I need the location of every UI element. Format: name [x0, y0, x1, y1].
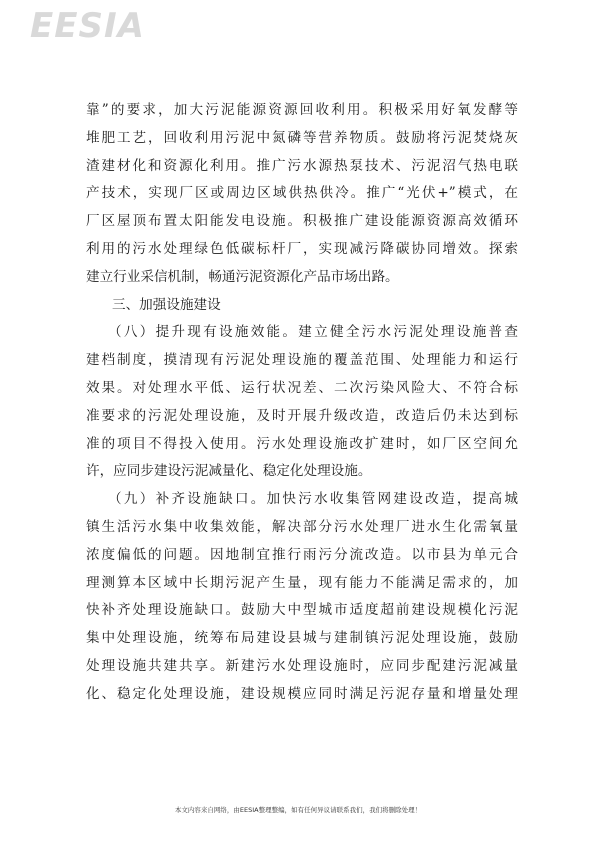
text-line: 建立行业采信机制，畅通污泥资源化产品市场出路。: [86, 268, 399, 285]
paragraph-item-8: [86, 319, 518, 486]
paragraph-item-9: [86, 486, 518, 708]
text-line: 效果。对处理水平低、运行状况差、二次污染风险大、不符合标: [86, 379, 518, 396]
text-line: （八）提升现有设施效能。建立健全污水污泥处理设施普查: [108, 324, 518, 341]
text-line: 理测算本区域中长期污泥产生量，现有能力不能满足需求的，加: [86, 574, 518, 591]
text-line: （九）补齐设施缺口。加快污水收集管网建设改造，提高城: [108, 491, 518, 508]
text-line: 化、稳定化处理设施，建设规模应同时满足污泥存量和增量处理: [86, 685, 518, 702]
text-line: 利用的污水处理绿色低碳标杆厂，实现减污降碳协同增效。探索: [86, 240, 518, 257]
eesia-logo: EESIA: [30, 6, 145, 46]
document-body: [86, 97, 518, 709]
text-line: 镇生活污水集中收集效能，解决部分污水处理厂进水生化需氧量: [86, 518, 518, 535]
section-heading: 三、加强设施建设: [112, 296, 221, 313]
text-line: 厂区屋顶布置太阳能发电设施。积极推广建设能源资源高效循环: [86, 213, 518, 230]
text-line: 集中处理设施，统筹布局建设县城与建制镇污泥处理设施，鼓励: [86, 630, 518, 647]
text-line: 许，应同步建设污泥减量化、稳定化处理设施。: [86, 463, 372, 480]
text-line: 产技术，实现厂区或周边区域供热供冷。推广“光伏+”模式，在: [86, 185, 518, 202]
text-line: 渣建材化和资源化利用。推广污水源热泵技术、污泥沼气热电联: [86, 157, 518, 174]
text-line: 处理设施共建共享。新建污水处理设施时，应同步配建污泥减量: [86, 657, 518, 674]
text-line: 快补齐处理设施缺口。鼓励大中型城市适度超前建设规模化污泥: [86, 602, 518, 619]
text-line: 堆肥工艺，回收利用污泥中氮磷等营养物质。鼓励将污泥焚烧灰: [86, 129, 518, 146]
text-line: 靠”的要求，加大污泥能源资源回收利用。积极采用好氧发酵等: [86, 102, 518, 118]
text-line: 浓度偏低的问题。因地制宜推行雨污分流改造。以市县为单元合: [86, 546, 518, 563]
footer-notice: 本文内容来自网络，由EESIA整理整编，如有任何异议请联系我们，我们将删除处理！: [174, 806, 422, 814]
text-line: 建档制度，摸清现有污泥处理设施的覆盖范围、处理能力和运行: [86, 352, 518, 369]
text-line: 准要求的污泥处理设施，及时开展升级改造，改造后仍未达到标: [86, 407, 518, 424]
text-line: 准的项目不得投入使用。污水处理设施改扩建时，如厂区空间允: [86, 435, 518, 452]
paragraph-continuation: [86, 97, 518, 292]
